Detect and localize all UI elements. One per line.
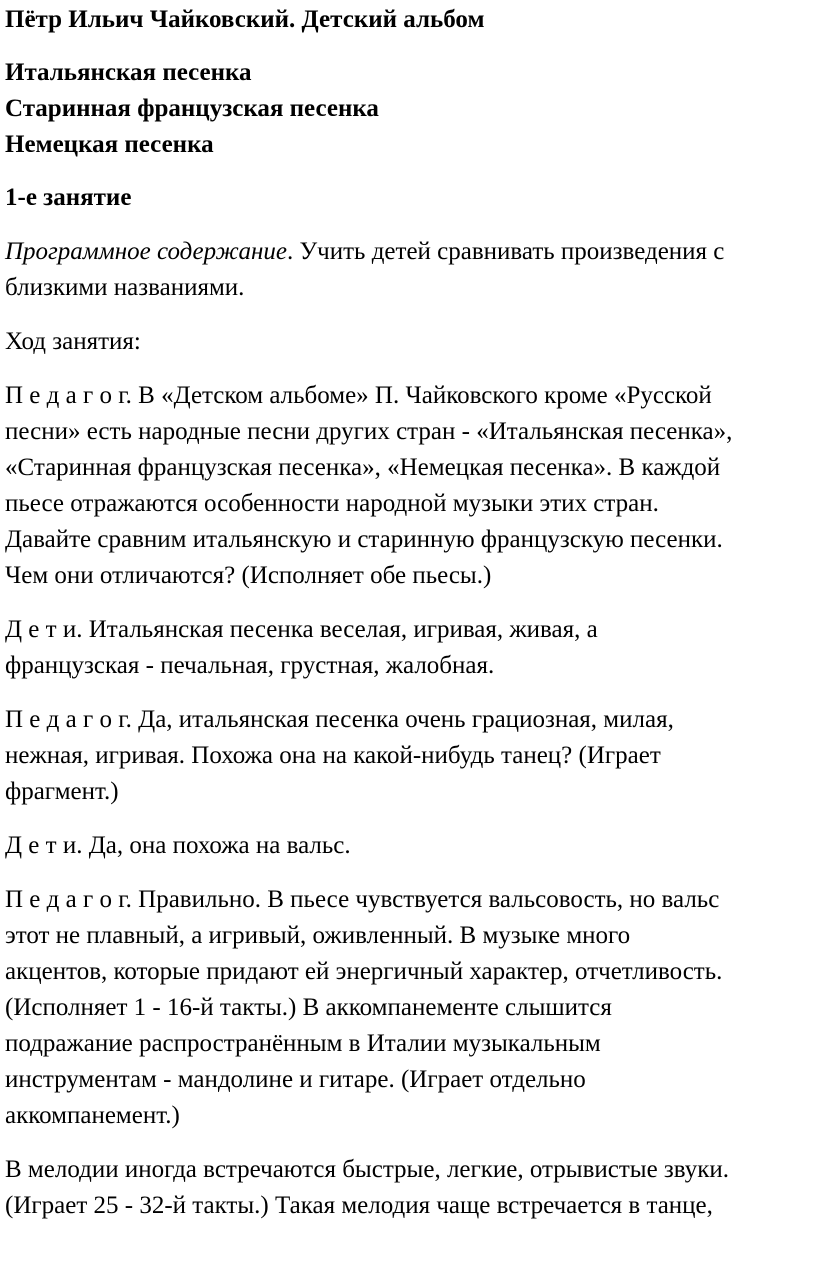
- paragraph-line: Чем они отличаются? (Исполняет обе пьесы.): [5, 562, 492, 589]
- paragraph-line: инструментам - мандолине и гитаре. (Играет отдельно: [5, 1066, 586, 1093]
- paragraph-line: «Старинная французская песенка», «Немецкая песенка». В каждой: [5, 454, 721, 481]
- paragraph-line: подражание распространённым в Италии музыкальным: [5, 1030, 601, 1057]
- paragraph-line: песни» есть народные песни других стран - «Итальянская песенка»,: [5, 418, 733, 445]
- song-title-french: Старинная французская песенка: [5, 95, 379, 122]
- paragraph-2-line-1: [5, 612, 598, 647]
- speaker-children: Д е т и: [5, 616, 77, 643]
- speaker-teacher: П е д а г о г: [5, 382, 126, 409]
- paragraph-3-line-1: [5, 702, 674, 737]
- paragraph-text: . Да, она похожа на вальс.: [76, 832, 351, 859]
- course-label: Ход занятия:: [5, 328, 141, 355]
- paragraph-line: Давайте сравним итальянскую и старинную французскую песенки.: [5, 526, 723, 553]
- paragraph-line: пьесе отражаются особенности народной музыки этих стран.: [5, 490, 659, 517]
- paragraph-line: нежная, игривая. Похожа она на какой-нибудь танец? (Играет: [5, 742, 661, 769]
- program-line-2: близкими названиями.: [5, 274, 245, 301]
- paragraph-text: . Итальянская песенка веселая, игривая, живая, а: [76, 616, 598, 643]
- speaker-teacher: П е д а г о г: [5, 886, 126, 913]
- paragraph-line: акцентов, которые придают ей энергичный характер, отчетливость.: [5, 958, 723, 985]
- paragraph-line: фрагмент.): [5, 778, 119, 805]
- paragraph-line: аккомпанемент.): [5, 1102, 180, 1129]
- paragraph-1-line-1: [5, 378, 712, 413]
- speaker-children: Д е т и: [5, 832, 77, 859]
- lesson-heading: 1-е занятие: [5, 184, 132, 211]
- program-label: Программное содержание: [5, 238, 287, 265]
- paragraph-text: . Да, итальянская песенка очень грациозная, милая,: [125, 706, 674, 733]
- paragraph-6-line-1: В мелодии иногда встречаются быстрые, легкие, отрывистые звуки.: [5, 1156, 730, 1183]
- program-line-1: [5, 234, 724, 269]
- paragraph-line: этот не плавный, а игривый, оживленный. В музыке много: [5, 922, 631, 949]
- page-title: Пётр Ильич Чайковский. Детский альбом: [5, 6, 485, 33]
- paragraph-line: французская - печальная, грустная, жалобная.: [5, 652, 495, 679]
- song-title-german: Немецкая песенка: [5, 131, 214, 158]
- paragraph-text: . В «Детском альбоме» П. Чайковского кроме «Русской: [125, 382, 712, 409]
- speaker-teacher: П е д а г о г: [5, 706, 126, 733]
- paragraph-5-line-1: [5, 882, 719, 917]
- paragraph-line: (Играет 25 - 32-й такты.) Такая мелодия чаще встречается в танце,: [5, 1192, 713, 1219]
- song-title-italian: Итальянская песенка: [5, 59, 252, 86]
- paragraph-text: . Правильно. В пьесе чувствуется вальсовость, но вальс: [125, 886, 720, 913]
- paragraph-line: (Исполняет 1 - 16-й такты.) В аккомпанементе слышится: [5, 994, 612, 1021]
- paragraph-4-line-1: [5, 828, 351, 863]
- program-text: . Учить детей сравнивать произведения с: [286, 238, 725, 265]
